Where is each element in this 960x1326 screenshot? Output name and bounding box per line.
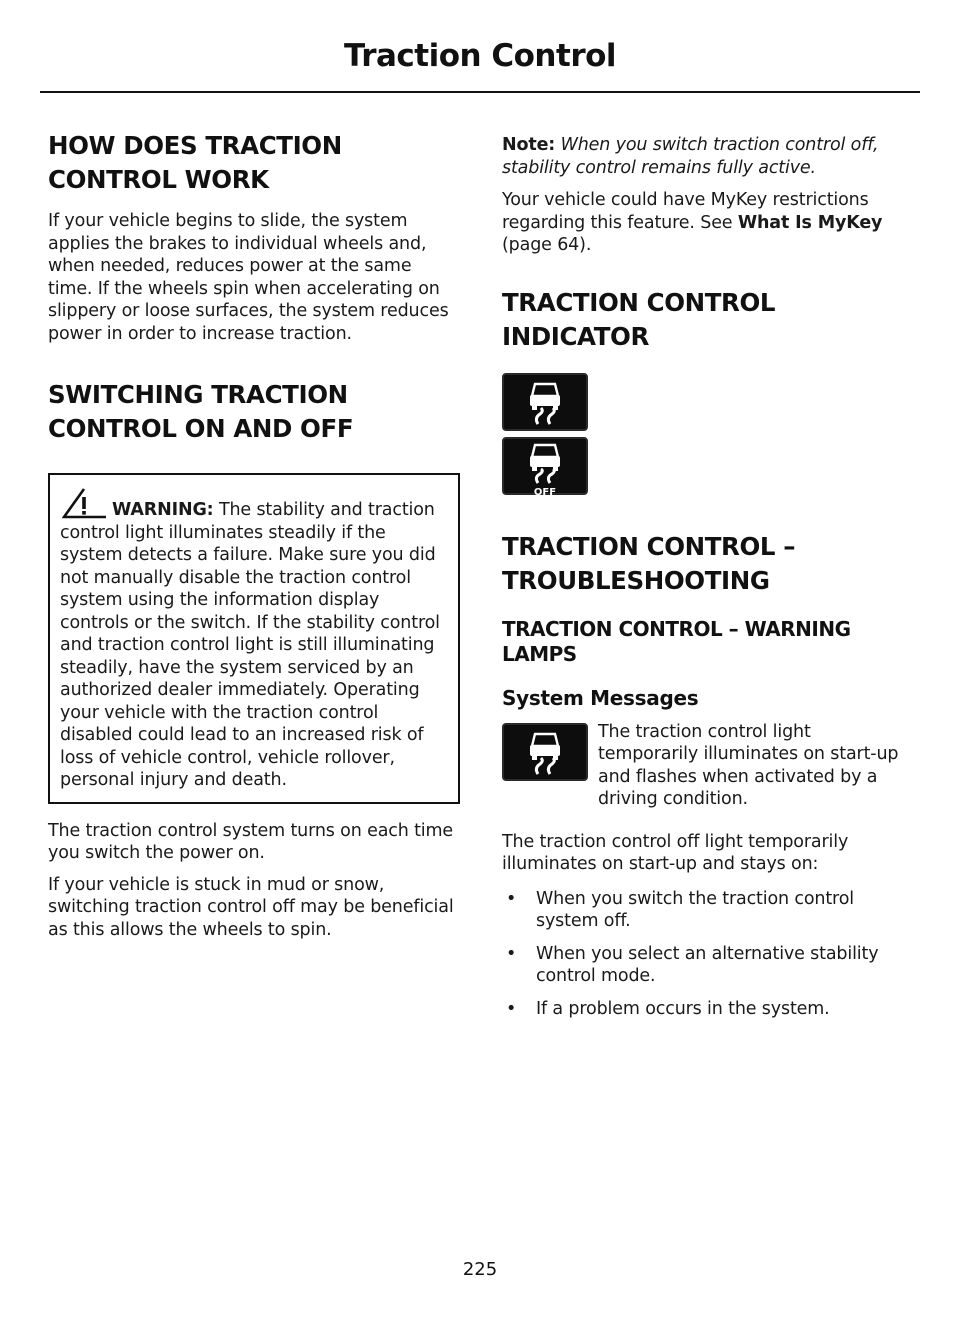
heading-line: TROUBLESHOOTING — [502, 565, 770, 595]
list-item — [502, 888, 916, 933]
warning-label: WARNING: — [112, 500, 214, 520]
list-item-text: When you select an alternative stability control mode. — [536, 943, 879, 986]
paragraph: If your vehicle is stuck in mud or snow, switching traction control off may be beneficial as this allows the wheels to spin. — [48, 874, 454, 940]
note-text: When you switch traction control off, stability control remains fully active. — [502, 135, 879, 178]
heading-line: HOW DOES TRACTION — [48, 131, 342, 160]
left-column — [48, 130, 460, 941]
mykey-link[interactable]: What Is MyKey — [737, 212, 883, 233]
paragraph: The traction control system turns on each time you switch the power on. — [48, 820, 454, 863]
section-body: If your vehicle begins to slide, the system applies the brakes to individual wheels and, when needed, reduces power at the same time. If the wheels spin when accelerating on slippery or loose surfaces, the system reduces power in order to increase traction. — [48, 211, 449, 344]
off-label: OFF — [533, 486, 557, 497]
section-heading-traction-control-indicator — [502, 287, 916, 353]
bullet: • — [506, 943, 517, 964]
heading-line: TRACTION CONTROL — [502, 287, 776, 317]
heading-line: CONTROL ON AND OFF — [48, 414, 354, 443]
section-heading-troubleshooting — [502, 531, 916, 597]
warning-box — [48, 473, 460, 804]
bullet-list — [502, 888, 916, 1021]
note-label: Note: — [502, 135, 556, 155]
indicator-icons — [502, 373, 916, 495]
subheading-system-messages: System Messages — [502, 685, 699, 710]
system-message-row — [502, 721, 916, 811]
section-heading-switching-traction-control — [48, 379, 460, 445]
heading-line: INDICATOR — [502, 321, 649, 351]
list-item — [502, 998, 916, 1021]
page-reference: (page 64). — [502, 235, 592, 255]
section-heading-how-traction-control-works — [48, 130, 460, 196]
bullet: • — [506, 998, 517, 1019]
warning-paragraph — [60, 487, 450, 792]
mykey-paragraph — [502, 189, 916, 257]
heading-line: TRACTION CONTROL – — [502, 531, 796, 561]
note-paragraph — [502, 134, 916, 179]
heading-line: SWITCHING TRACTION — [48, 380, 348, 409]
traction-control-off-icon — [502, 437, 588, 495]
right-column — [502, 134, 916, 1030]
paragraph: The traction control off light temporarily illuminates on start-up and stays on: — [502, 831, 849, 874]
page-number: 225 — [462, 1259, 498, 1280]
header-divider — [40, 91, 920, 93]
warning-text: The stability and traction control light illuminates steadily if the system detects a failure. Make sure you did not manually disable the traction control system using the information display controls or the switch. If the stability control and traction control light is still illuminating steadily, have the system serviced by an authorized dealer immediately. Operating your vehicle with the traction control disabled could lead to an increased risk of loss of vehicle control, vehicle rollover, personal injury and death. — [60, 500, 440, 790]
list-item — [502, 943, 916, 988]
traction-control-icon — [502, 373, 588, 431]
system-message-text: The traction control light temporarily illuminates on start-up and flashes when activated by a driving condition. — [598, 721, 899, 809]
warning-triangle-icon — [62, 487, 108, 519]
list-item-text: When you switch the traction control system off. — [536, 888, 854, 931]
page-title: Traction Control — [343, 38, 617, 74]
subheading-warning-lamps: TRACTION CONTROL – WARNING LAMPS — [502, 616, 851, 666]
bullet: • — [506, 888, 517, 909]
text: Your vehicle could have MyKey restrictions regarding this feature. See — [502, 190, 869, 233]
heading-line: CONTROL WORK — [48, 165, 269, 194]
traction-control-icon — [502, 723, 588, 781]
list-item-text: If a problem occurs in the system. — [536, 998, 830, 1019]
